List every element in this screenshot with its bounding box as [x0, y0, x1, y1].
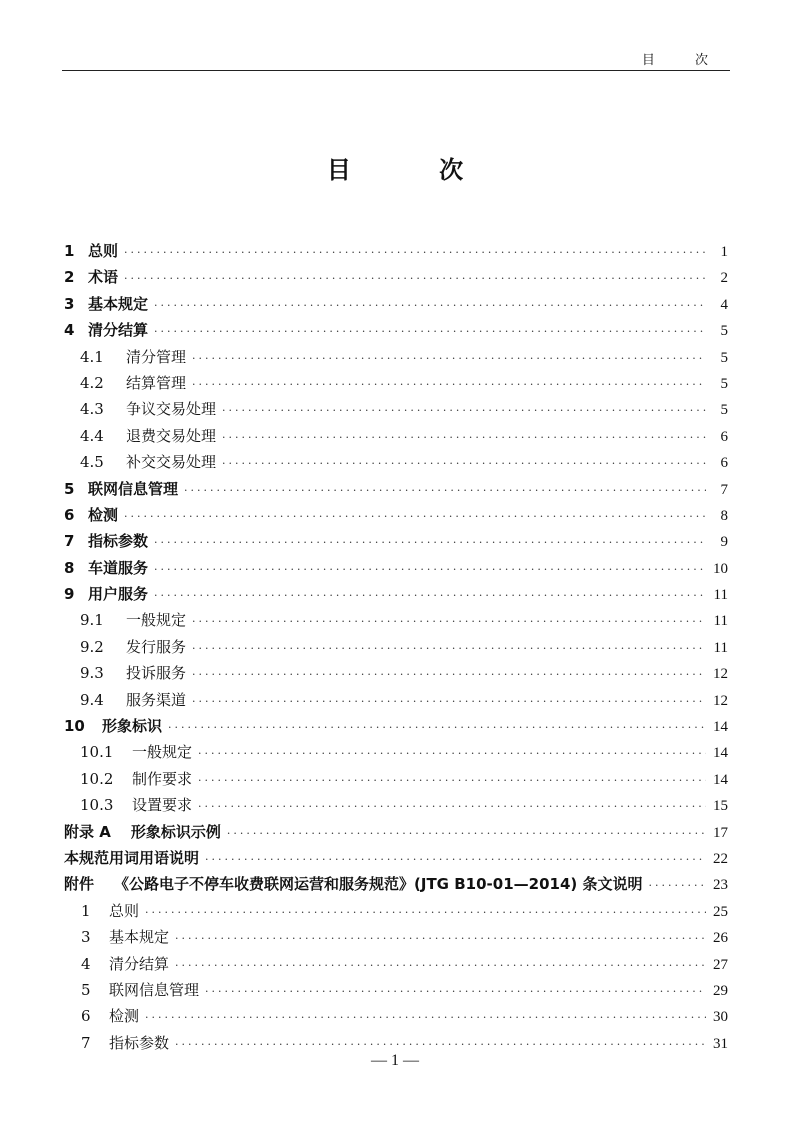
- toc-entry-label: 制作要求: [132, 769, 193, 788]
- toc-entry[interactable]: [64, 951, 728, 977]
- toc-entry-label: 总则: [88, 242, 119, 260]
- toc-entry-page: 12: [713, 666, 728, 683]
- toc-entry-page: 17: [713, 824, 728, 841]
- toc-leader-dots: [192, 689, 706, 715]
- toc-entry-label: 联网信息管理: [109, 980, 200, 999]
- toc-entry-number: 4: [81, 954, 91, 973]
- toc-leader-dots: [154, 319, 706, 345]
- toc-entry-label: 总则: [109, 901, 140, 920]
- toc-entry-page: 22: [713, 850, 728, 867]
- toc-entry-page: 5: [720, 375, 728, 392]
- toc-entry-number: 10.1: [80, 743, 114, 762]
- toc-entry-label: 指标参数: [109, 1033, 170, 1052]
- toc-entry[interactable]: [64, 924, 728, 950]
- toc-leader-dots: [192, 372, 706, 398]
- toc-entry-label: 基本规定: [88, 294, 149, 313]
- toc-entry-page: 25: [713, 903, 728, 920]
- toc-entry-number: 10.3: [80, 796, 114, 815]
- toc-entry[interactable]: [64, 449, 728, 475]
- toc-leader-dots: [192, 662, 706, 688]
- toc-leader-dots: [192, 636, 706, 662]
- toc-entry-number: 9: [64, 585, 75, 604]
- toc-entry-page: 6: [720, 455, 728, 472]
- toc-entry-label: 一般规定: [132, 743, 193, 762]
- toc-entry-number: 9.2: [80, 637, 104, 656]
- toc-entry-label: 设置要求: [132, 796, 193, 815]
- toc-entry-page: 12: [713, 692, 728, 709]
- running-header: 目 次: [641, 53, 726, 68]
- toc-entry[interactable]: [64, 581, 728, 607]
- toc-leader-dots: [124, 240, 706, 266]
- toc-entry-page: 31: [713, 1035, 728, 1052]
- toc-entry-label: 车道服务: [88, 558, 149, 577]
- header-rule: [62, 70, 730, 71]
- toc-entry-label: 联网信息管理: [88, 479, 179, 498]
- toc-entry[interactable]: [64, 528, 728, 554]
- toc-entry[interactable]: [64, 792, 728, 818]
- toc-entry-label: 一般规定: [126, 611, 187, 630]
- toc-entry[interactable]: [64, 396, 728, 422]
- toc-leader-dots: [154, 530, 706, 556]
- toc-entry-page: 6: [720, 428, 728, 445]
- toc-entry-number: 3: [64, 294, 75, 313]
- toc-leader-dots: [192, 346, 706, 372]
- toc-entry[interactable]: [64, 264, 728, 290]
- toc-entry-number: 4.3: [80, 400, 104, 419]
- toc-entry-page: 14: [713, 771, 728, 788]
- page-title: 目 次: [326, 156, 504, 184]
- toc-entry-page: 7: [720, 481, 728, 498]
- toc-entry-label: 《公路电子不停车收费联网运营和服务规范》(JTG B10-01—2014) 条文说明: [114, 875, 643, 894]
- toc-entry-number: 6: [81, 1007, 91, 1026]
- toc-entry-number: 9.3: [80, 664, 104, 683]
- toc-entry-number: 8: [64, 558, 75, 577]
- toc-entry-number: 4.5: [80, 453, 104, 472]
- toc-entry-page: 1: [720, 244, 728, 260]
- toc-entry-label: 用户服务: [88, 585, 149, 604]
- toc-entry-number: 2: [64, 268, 75, 287]
- toc-leader-dots: [124, 266, 706, 292]
- toc-entry[interactable]: [64, 291, 728, 317]
- toc-entry-label: 形象标识示例: [130, 822, 221, 841]
- toc-entry-page: 29: [713, 982, 728, 999]
- toc-entry-label: 发行服务: [126, 637, 187, 656]
- toc-entry[interactable]: [64, 634, 728, 660]
- toc-leader-dots: [154, 583, 706, 609]
- toc-entry[interactable]: [64, 607, 728, 633]
- toc-entry-label: 清分结算: [88, 321, 149, 340]
- toc-leader-dots: [648, 873, 706, 899]
- toc-entry[interactable]: [64, 871, 728, 897]
- toc-leader-dots: [145, 900, 706, 926]
- toc-entry-number: 7: [81, 1033, 91, 1052]
- toc-leader-dots: [222, 398, 706, 424]
- toc-entry-label: 指标参数: [88, 532, 149, 551]
- toc-entry-page: 5: [720, 323, 728, 340]
- toc-leader-dots: [175, 926, 706, 952]
- toc-entry[interactable]: [64, 898, 728, 924]
- toc-entry-number: 4.2: [80, 373, 104, 392]
- toc-entry-page: 5: [720, 402, 728, 419]
- toc-entry-page: 15: [713, 798, 728, 815]
- toc-entry-page: 30: [713, 1009, 728, 1026]
- toc-entry-page: 27: [713, 956, 728, 973]
- toc-entry-number: 4.4: [80, 426, 104, 445]
- toc-leader-dots: [198, 741, 706, 767]
- toc-entry-page: 8: [720, 507, 728, 524]
- toc-entry-label: 清分管理: [126, 347, 187, 366]
- toc-entry-label: 术语: [88, 268, 119, 287]
- toc-entry-page: 26: [713, 930, 728, 947]
- toc-entry-page: 9: [720, 534, 728, 551]
- toc-leader-dots: [154, 293, 706, 319]
- toc-leader-dots: [198, 768, 706, 794]
- toc-entry-number: 7: [64, 532, 75, 551]
- toc-entry[interactable]: [64, 819, 728, 845]
- toc-leader-dots: [192, 609, 706, 635]
- toc-entry-number: 1: [81, 901, 91, 920]
- toc-entry-page: 11: [713, 639, 728, 656]
- toc-leader-dots: [184, 478, 706, 504]
- toc-leader-dots: [145, 1005, 706, 1031]
- toc-leader-dots: [222, 451, 706, 477]
- toc-entry-number: 3: [81, 928, 91, 947]
- toc-entry-label: 基本规定: [109, 928, 170, 947]
- toc-entry-label: 本规范用词用语说明: [64, 848, 200, 867]
- toc-entry-label: 形象标识: [102, 717, 163, 736]
- toc-entry-label: 检测: [109, 1007, 140, 1026]
- toc-entry-number: 附件: [64, 875, 95, 894]
- toc-entry-label: 投诉服务: [126, 664, 187, 683]
- page-number: — 1 —: [371, 1052, 419, 1069]
- toc-leader-dots: [154, 557, 706, 583]
- toc-entry-label: 争议交易处理: [126, 400, 217, 419]
- toc-entry[interactable]: [64, 370, 728, 396]
- toc-entry-page: 10: [713, 560, 728, 577]
- toc-entry-number: 附录 A: [64, 822, 111, 841]
- toc-entry[interactable]: [64, 687, 728, 713]
- toc-entry[interactable]: [64, 502, 728, 528]
- toc-entry[interactable]: [64, 660, 728, 686]
- toc-leader-dots: [222, 425, 706, 451]
- toc-entry[interactable]: [64, 344, 728, 370]
- toc-entry[interactable]: [64, 1003, 728, 1029]
- toc-entry[interactable]: [64, 739, 728, 765]
- toc-entry-number: 9.1: [80, 611, 104, 630]
- toc-entry-number: 6: [64, 505, 75, 524]
- toc-entry[interactable]: [64, 713, 728, 739]
- toc-leader-dots: [168, 715, 706, 741]
- toc-entry-label: 退费交易处理: [126, 426, 217, 445]
- toc-leader-dots: [205, 979, 706, 1005]
- toc-entry-number: 1: [64, 242, 75, 260]
- toc-entry-page: 23: [713, 877, 728, 894]
- toc-entry-number: 5: [64, 479, 75, 498]
- toc-entry-page: 2: [720, 270, 728, 287]
- toc-leader-dots: [205, 847, 706, 873]
- toc-entry-page: 14: [713, 719, 728, 736]
- table-of-contents: [64, 238, 728, 1056]
- toc-entry[interactable]: [64, 845, 728, 871]
- toc-entry-number: 9.4: [80, 690, 104, 709]
- toc-entry-number: 4.1: [80, 347, 104, 366]
- toc-entry-label: 清分结算: [109, 954, 170, 973]
- toc-entry-label: 结算管理: [126, 373, 187, 392]
- toc-leader-dots: [124, 504, 706, 530]
- toc-entry-label: 补交交易处理: [126, 453, 217, 472]
- toc-entry[interactable]: [64, 238, 728, 264]
- toc-entry-label: 服务渠道: [126, 690, 187, 709]
- toc-entry[interactable]: [64, 317, 728, 343]
- toc-entry-page: 5: [720, 349, 728, 366]
- toc-entry-page: 14: [713, 745, 728, 762]
- toc-entry-number: 10.2: [80, 769, 114, 788]
- toc-leader-dots: [198, 794, 706, 820]
- toc-leader-dots: [227, 821, 706, 847]
- toc-entry[interactable]: [64, 977, 728, 1003]
- toc-entry-page: 11: [713, 613, 728, 630]
- toc-entry-number: 4: [64, 321, 75, 340]
- toc-entry[interactable]: [64, 423, 728, 449]
- toc-leader-dots: [175, 953, 706, 979]
- toc-entry-page: 4: [720, 296, 728, 313]
- toc-entry-page: 11: [713, 587, 728, 604]
- toc-entry[interactable]: [64, 555, 728, 581]
- toc-entry[interactable]: [64, 476, 728, 502]
- toc-entry-label: 检测: [88, 505, 119, 524]
- toc-entry-number: 10: [64, 717, 85, 736]
- toc-entry[interactable]: [64, 766, 728, 792]
- toc-entry-number: 5: [81, 980, 91, 999]
